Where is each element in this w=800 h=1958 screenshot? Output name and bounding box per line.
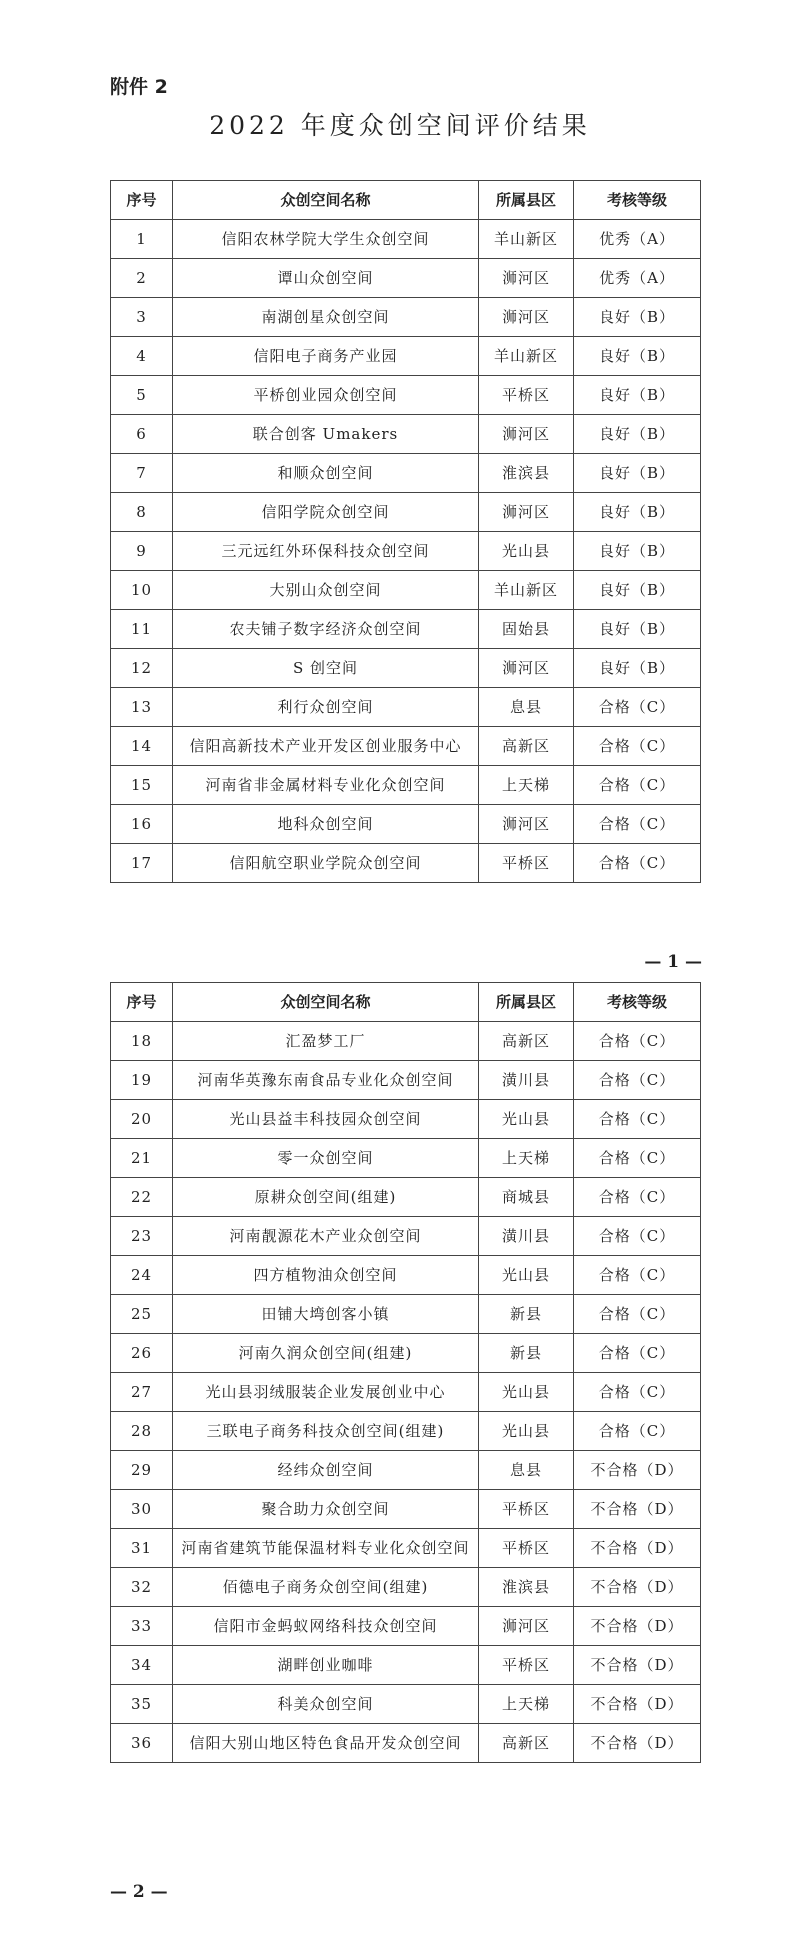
cell-grade: 合格（C） [574, 766, 701, 805]
cell-district: 浉河区 [479, 259, 574, 298]
cell-index: 4 [111, 337, 173, 376]
cell-index: 7 [111, 454, 173, 493]
header-district: 所属县区 [479, 983, 574, 1022]
cell-grade: 不合格（D） [574, 1685, 701, 1724]
cell-name: 地科众创空间 [173, 805, 479, 844]
cell-grade: 不合格（D） [574, 1451, 701, 1490]
table-row [111, 1334, 701, 1373]
cell-district: 高新区 [479, 727, 574, 766]
cell-name: 光山县羽绒服装企业发展创业中心 [173, 1373, 479, 1412]
cell-name: 湖畔创业咖啡 [173, 1646, 479, 1685]
table-row [111, 493, 701, 532]
cell-district: 高新区 [479, 1724, 574, 1763]
cell-index: 9 [111, 532, 173, 571]
cell-name: 河南靓源花木产业众创空间 [173, 1217, 479, 1256]
table-row [111, 805, 701, 844]
cell-index: 13 [111, 688, 173, 727]
cell-name: 信阳农林学院大学生众创空间 [173, 220, 479, 259]
cell-name: 科美众创空间 [173, 1685, 479, 1724]
cell-name: 平桥创业园众创空间 [173, 376, 479, 415]
cell-grade: 合格（C） [574, 1061, 701, 1100]
cell-index: 3 [111, 298, 173, 337]
cell-district: 新县 [479, 1334, 574, 1373]
cell-district: 上天梯 [479, 766, 574, 805]
cell-district: 上天梯 [479, 1685, 574, 1724]
cell-district: 浉河区 [479, 298, 574, 337]
cell-name: 信阳高新技术产业开发区创业服务中心 [173, 727, 479, 766]
cell-grade: 合格（C） [574, 1412, 701, 1451]
cell-grade: 合格（C） [574, 1295, 701, 1334]
cell-index: 32 [111, 1568, 173, 1607]
cell-index: 2 [111, 259, 173, 298]
table-row [111, 571, 701, 610]
table-row [111, 454, 701, 493]
table-row [111, 1646, 701, 1685]
cell-grade: 良好（B） [574, 298, 701, 337]
table-row [111, 727, 701, 766]
cell-index: 31 [111, 1529, 173, 1568]
cell-name: 汇盈梦工厂 [173, 1022, 479, 1061]
cell-index: 20 [111, 1100, 173, 1139]
cell-name: 经纬众创空间 [173, 1451, 479, 1490]
cell-grade: 合格（C） [574, 1334, 701, 1373]
cell-index: 27 [111, 1373, 173, 1412]
cell-name: 四方植物油众创空间 [173, 1256, 479, 1295]
cell-district: 羊山新区 [479, 337, 574, 376]
cell-name: 三元远红外环保科技众创空间 [173, 532, 479, 571]
table-row [111, 337, 701, 376]
cell-index: 12 [111, 649, 173, 688]
cell-grade: 良好（B） [574, 532, 701, 571]
cell-district: 平桥区 [479, 376, 574, 415]
table-row [111, 1061, 701, 1100]
cell-name: 河南省非金属材料专业化众创空间 [173, 766, 479, 805]
cell-district: 光山县 [479, 1256, 574, 1295]
table-row [111, 415, 701, 454]
cell-name: 田铺大塆创客小镇 [173, 1295, 479, 1334]
cell-name: 联合创客 Umakers [173, 415, 479, 454]
cell-index: 33 [111, 1607, 173, 1646]
cell-district: 浉河区 [479, 1607, 574, 1646]
cell-district: 淮滨县 [479, 454, 574, 493]
header-grade: 考核等级 [574, 181, 701, 220]
cell-district: 新县 [479, 1295, 574, 1334]
cell-grade: 合格（C） [574, 1139, 701, 1178]
table-row [111, 1217, 701, 1256]
table-row [111, 844, 701, 883]
cell-index: 14 [111, 727, 173, 766]
table-row [111, 259, 701, 298]
cell-district: 光山县 [479, 1412, 574, 1451]
cell-name: S 创空间 [173, 649, 479, 688]
table-row [111, 220, 701, 259]
table-body-page2 [111, 1022, 701, 1763]
cell-name: 大别山众创空间 [173, 571, 479, 610]
table-row [111, 1022, 701, 1061]
attachment-label: 附件 2 [110, 76, 168, 98]
cell-index: 30 [111, 1490, 173, 1529]
cell-district: 息县 [479, 688, 574, 727]
cell-name: 河南久润众创空间(组建) [173, 1334, 479, 1373]
cell-grade: 优秀（A） [574, 259, 701, 298]
cell-grade: 不合格（D） [574, 1724, 701, 1763]
cell-district: 平桥区 [479, 1490, 574, 1529]
header-name: 众创空间名称 [173, 983, 479, 1022]
cell-grade: 合格（C） [574, 1100, 701, 1139]
cell-name: 聚合助力众创空间 [173, 1490, 479, 1529]
cell-district: 羊山新区 [479, 571, 574, 610]
table-row [111, 298, 701, 337]
cell-name: 信阳大别山地区特色食品开发众创空间 [173, 1724, 479, 1763]
cell-index: 19 [111, 1061, 173, 1100]
table-row [111, 532, 701, 571]
table-row [111, 649, 701, 688]
table-row [111, 1490, 701, 1529]
cell-index: 11 [111, 610, 173, 649]
cell-index: 5 [111, 376, 173, 415]
cell-district: 高新区 [479, 1022, 574, 1061]
table-row [111, 1139, 701, 1178]
cell-name: 信阳市金蚂蚁网络科技众创空间 [173, 1607, 479, 1646]
cell-name: 信阳学院众创空间 [173, 493, 479, 532]
cell-grade: 不合格（D） [574, 1490, 701, 1529]
cell-index: 26 [111, 1334, 173, 1373]
cell-grade: 不合格（D） [574, 1607, 701, 1646]
cell-district: 息县 [479, 1451, 574, 1490]
cell-index: 29 [111, 1451, 173, 1490]
cell-district: 浉河区 [479, 493, 574, 532]
cell-district: 平桥区 [479, 844, 574, 883]
cell-grade: 合格（C） [574, 688, 701, 727]
cell-district: 光山县 [479, 1100, 574, 1139]
table-row [111, 688, 701, 727]
cell-name: 河南省建筑节能保温材料专业化众创空间 [173, 1529, 479, 1568]
cell-name: 农夫铺子数字经济众创空间 [173, 610, 479, 649]
page-title: 2022 年度众创空间评价结果 [209, 111, 591, 140]
cell-grade: 合格（C） [574, 805, 701, 844]
cell-district: 光山县 [479, 1373, 574, 1412]
cell-index: 10 [111, 571, 173, 610]
table-row [111, 1529, 701, 1568]
results-table-page1 [110, 180, 701, 883]
cell-name: 信阳航空职业学院众创空间 [173, 844, 479, 883]
cell-index: 17 [111, 844, 173, 883]
cell-name: 三联电子商务科技众创空间(组建) [173, 1412, 479, 1451]
table-row [111, 1607, 701, 1646]
table-row [111, 1373, 701, 1412]
cell-index: 8 [111, 493, 173, 532]
cell-name: 河南华英豫东南食品专业化众创空间 [173, 1061, 479, 1100]
table-row [111, 766, 701, 805]
cell-district: 光山县 [479, 532, 574, 571]
cell-grade: 良好（B） [574, 571, 701, 610]
table-row [111, 610, 701, 649]
table-row [111, 1685, 701, 1724]
page-number-1: — 1 — [644, 952, 702, 972]
cell-index: 15 [111, 766, 173, 805]
cell-district: 淮滨县 [479, 1568, 574, 1607]
results-table-page2 [110, 982, 701, 1763]
cell-name: 和顺众创空间 [173, 454, 479, 493]
header-district: 所属县区 [479, 181, 574, 220]
cell-name: 原耕众创空间(组建) [173, 1178, 479, 1217]
table-row [111, 1568, 701, 1607]
cell-grade: 良好（B） [574, 610, 701, 649]
cell-district: 潢川县 [479, 1061, 574, 1100]
cell-district: 潢川县 [479, 1217, 574, 1256]
cell-grade: 合格（C） [574, 1256, 701, 1295]
cell-grade: 合格（C） [574, 1178, 701, 1217]
cell-grade: 合格（C） [574, 1022, 701, 1061]
cell-index: 25 [111, 1295, 173, 1334]
cell-district: 浉河区 [479, 649, 574, 688]
cell-index: 18 [111, 1022, 173, 1061]
cell-index: 23 [111, 1217, 173, 1256]
cell-index: 1 [111, 220, 173, 259]
cell-district: 羊山新区 [479, 220, 574, 259]
cell-district: 商城县 [479, 1178, 574, 1217]
cell-grade: 良好（B） [574, 415, 701, 454]
table-row [111, 1256, 701, 1295]
header-name: 众创空间名称 [173, 181, 479, 220]
cell-grade: 合格（C） [574, 1217, 701, 1256]
cell-grade: 良好（B） [574, 454, 701, 493]
cell-name: 佰德电子商务众创空间(组建) [173, 1568, 479, 1607]
cell-name: 零一众创空间 [173, 1139, 479, 1178]
cell-index: 16 [111, 805, 173, 844]
table-row [111, 1451, 701, 1490]
cell-district: 固始县 [479, 610, 574, 649]
header-index: 序号 [111, 181, 173, 220]
page-number-2: — 2 — [110, 1882, 168, 1902]
table-body-page1 [111, 220, 701, 883]
cell-index: 24 [111, 1256, 173, 1295]
cell-district: 浉河区 [479, 805, 574, 844]
cell-grade: 良好（B） [574, 493, 701, 532]
cell-grade: 优秀（A） [574, 220, 701, 259]
table-row [111, 1724, 701, 1763]
cell-district: 平桥区 [479, 1529, 574, 1568]
table-row [111, 1178, 701, 1217]
table-header-row [111, 181, 701, 220]
cell-index: 6 [111, 415, 173, 454]
cell-grade: 合格（C） [574, 727, 701, 766]
cell-grade: 良好（B） [574, 337, 701, 376]
cell-grade: 良好（B） [574, 649, 701, 688]
table-row [111, 1412, 701, 1451]
cell-grade: 不合格（D） [574, 1568, 701, 1607]
cell-district: 平桥区 [479, 1646, 574, 1685]
cell-district: 上天梯 [479, 1139, 574, 1178]
table-row [111, 1295, 701, 1334]
cell-grade: 合格（C） [574, 844, 701, 883]
header-index: 序号 [111, 983, 173, 1022]
table-row [111, 376, 701, 415]
cell-name: 信阳电子商务产业园 [173, 337, 479, 376]
table-header-row [111, 983, 701, 1022]
cell-index: 36 [111, 1724, 173, 1763]
table-row [111, 1100, 701, 1139]
cell-grade: 不合格（D） [574, 1646, 701, 1685]
cell-name: 南湖创星众创空间 [173, 298, 479, 337]
cell-name: 谭山众创空间 [173, 259, 479, 298]
cell-index: 34 [111, 1646, 173, 1685]
cell-name: 光山县益丰科技园众创空间 [173, 1100, 479, 1139]
cell-district: 浉河区 [479, 415, 574, 454]
header-grade: 考核等级 [574, 983, 701, 1022]
cell-name: 利行众创空间 [173, 688, 479, 727]
cell-index: 21 [111, 1139, 173, 1178]
cell-grade: 不合格（D） [574, 1529, 701, 1568]
cell-index: 35 [111, 1685, 173, 1724]
cell-index: 22 [111, 1178, 173, 1217]
cell-grade: 合格（C） [574, 1373, 701, 1412]
cell-grade: 良好（B） [574, 376, 701, 415]
cell-index: 28 [111, 1412, 173, 1451]
